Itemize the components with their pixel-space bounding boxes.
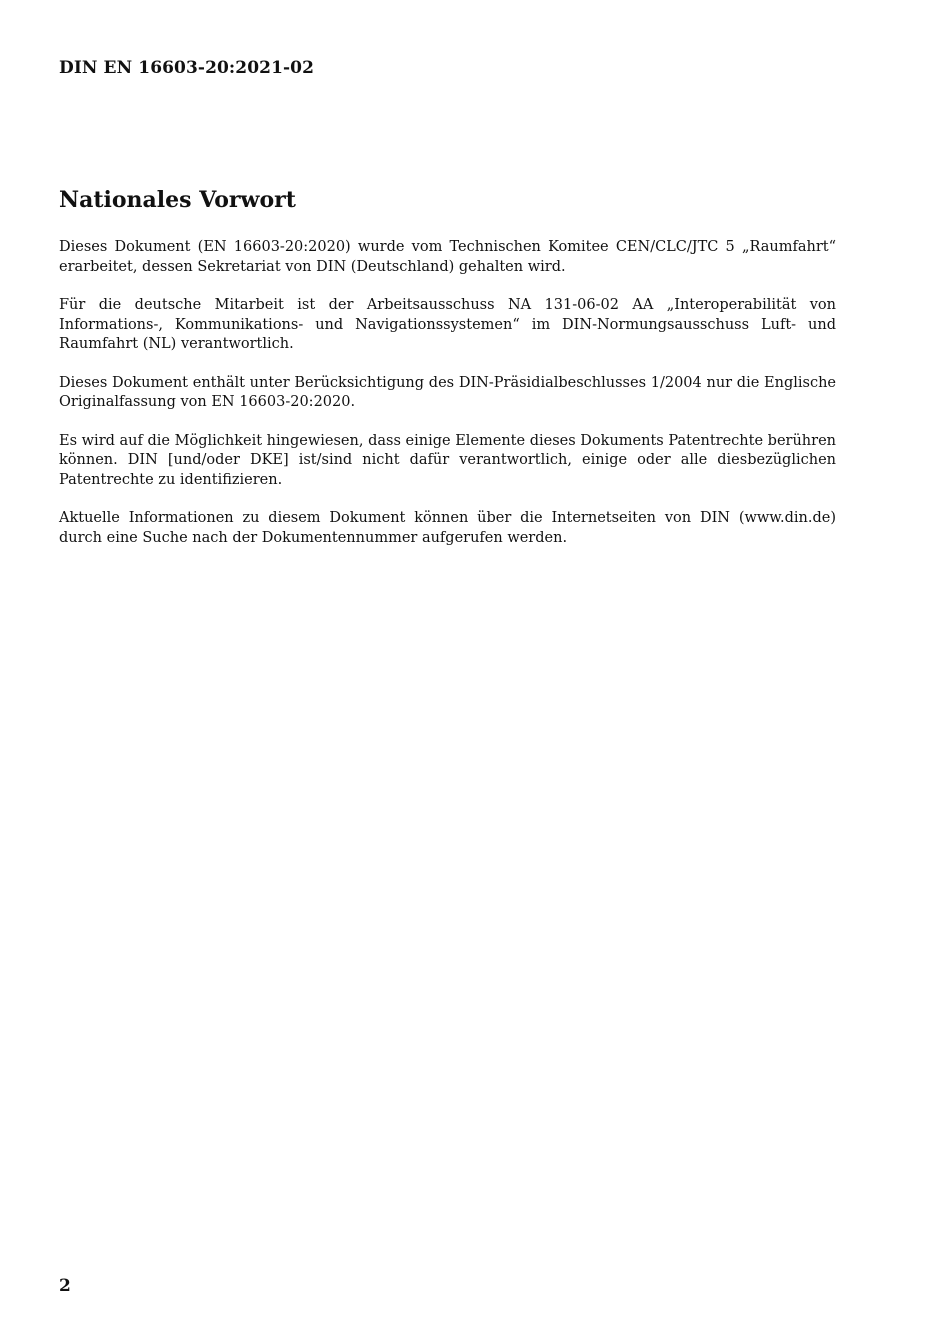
section-title: Nationales Vorwort — [59, 187, 296, 213]
paragraph-patent-notice: Es wird auf die Möglichkeit hingewiesen, dass einige Elemente dieses Dokuments Patentrechte berühren können. DIN [und/oder DKE] ist/sind nicht dafür verantwortlich, einige oder alle diesbezüglichen Patentrechte zu identifizieren. — [59, 432, 836, 488]
paragraph-working-committee: Für die deutsche Mitarbeit ist der Arbeitsausschuss NA 131-06-02 AA „Interoperabilität von Informations-, Kommunikations- und Navigationssystemen“ im DIN-Normungsausschuss Luft- und Raumfahrt (NL) verantwortlich. — [59, 297, 836, 352]
paragraph-current-information: Aktuelle Informationen zu diesem Dokument können über die Internetseiten von DIN (www.din.de) durch eine Suche nach der Dokumentennummer aufgerufen werden. — [59, 510, 836, 546]
document-id-header: DIN EN 16603-20:2021-02 — [59, 58, 315, 78]
body-text — [59, 238, 836, 567]
paragraph-language-version: Dieses Dokument enthält unter Berücksichtigung des DIN-Präsidialbeschlusses 1/2004 nur die Englische Originalfassung von EN 16603-20:2020. — [59, 374, 836, 410]
page-number: 2 — [59, 1276, 71, 1296]
paragraph-committee: Dieses Dokument (EN 16603-20:2020) wurde vom Technischen Komitee CEN/CLC/JTC 5 „Raumfahrt“ erarbeitet, dessen Sekretariat von DIN (Deutschland) gehalten wird. — [59, 239, 836, 275]
